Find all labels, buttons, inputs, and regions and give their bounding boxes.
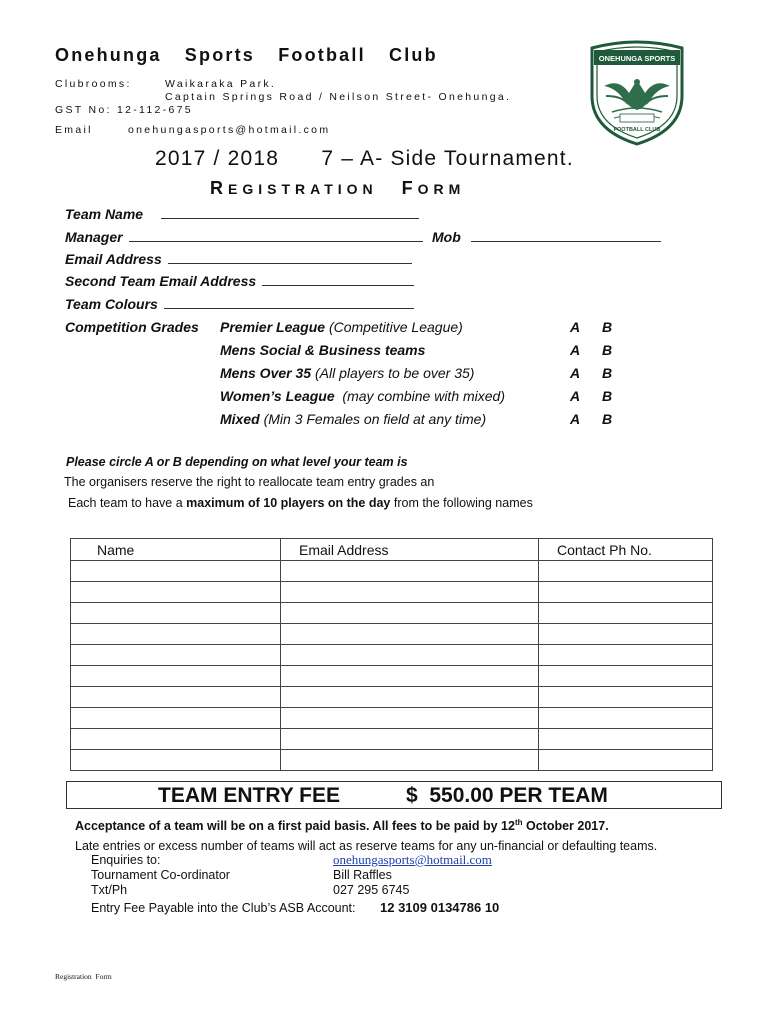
email-cell[interactable] [281,603,539,624]
manager-field[interactable] [65,229,423,245]
table-row [71,561,713,582]
club-crest-icon [584,38,690,146]
name-cell[interactable] [71,561,281,582]
team-colours-line[interactable] [164,296,414,309]
coordinator-label: Tournament Co-ordinator [91,868,230,882]
header-name: Name [71,539,281,561]
email-cell[interactable] [281,582,539,603]
email-line[interactable] [168,251,412,264]
late-entries-note: Late entries or excess number of teams will act as reserve teams for any un-financial or defaulting teams. [75,839,658,853]
account-label: Entry Fee Payable into the Club’s ASB Account: [91,901,356,915]
email-label: Email [55,124,93,136]
second-email-label: Second Team Email Address [65,273,257,289]
email-cell[interactable] [281,687,539,708]
name-cell[interactable] [71,645,281,666]
grade-mixed: Mixed (Min 3 Females on field at any time) [220,411,487,427]
team-name-line[interactable] [161,206,419,219]
table-row [71,624,713,645]
name-cell[interactable] [71,729,281,750]
team-colours-label: Team Colours [65,296,158,312]
logo-top-text: ONEHUNGA SPORTS [598,54,676,63]
email-field[interactable] [65,251,412,267]
phone-cell[interactable] [539,729,713,750]
subtitle-f: F [401,178,418,198]
clubrooms-line1: Waikaraka Park. [165,78,277,90]
header-email: Email Address [281,539,539,561]
email-cell[interactable] [281,624,539,645]
acceptance-note: Acceptance of a team will be on a first paid basis. All fees to be paid by 12th October 2017. [75,818,609,834]
mob-label: Mob [432,229,461,245]
grade-mens-over-35-b[interactable]: B [602,365,613,381]
club-logo [584,38,690,146]
email-cell[interactable] [281,750,539,771]
email-cell[interactable] [281,729,539,750]
name-cell[interactable] [71,603,281,624]
club-name: Onehunga Sports Football Club [55,45,438,65]
table-row [71,645,713,666]
manager-line[interactable] [129,229,423,242]
phone-cell[interactable] [539,561,713,582]
grade-premier-b[interactable]: B [602,319,613,335]
grade-mixed-a[interactable]: A [570,411,581,427]
phone-cell[interactable] [539,603,713,624]
phone-cell[interactable] [539,750,713,771]
team-name-field[interactable] [65,206,419,222]
name-cell[interactable] [71,708,281,729]
grade-mixed-b[interactable]: B [602,411,613,427]
table-row [71,666,713,687]
table-row [71,729,713,750]
name-cell[interactable] [71,666,281,687]
phone-cell[interactable] [539,687,713,708]
grade-mens-over-35-a[interactable]: A [570,365,581,381]
competition-grades-label: Competition Grades [65,319,199,335]
players-table [70,538,713,771]
clubrooms-line2: Captain Springs Road / Neilson Street- Onehunga. [165,91,512,103]
header-phone: Contact Ph No. [539,539,713,561]
table-row [71,582,713,603]
form-subtitle [210,178,465,199]
account-number: 12 3109 0134786 10 [380,900,500,915]
manager-label: Manager [65,229,123,245]
table-row [71,603,713,624]
reserve-note: The organisers reserve the right to reallocate team entry grades an [64,475,435,489]
entry-fee-label: TEAM ENTRY FEE [158,784,341,807]
circle-note: Please circle A or B depending on what level your team is [66,455,408,469]
email-field-label: Email Address [65,251,162,267]
mob-line[interactable] [471,229,661,242]
grade-womens-b[interactable]: B [602,388,613,404]
coordinator-value: Bill Raffles [333,868,392,882]
email-cell[interactable] [281,645,539,666]
team-name-label: Team Name [65,206,144,222]
second-email-field[interactable] [65,273,414,289]
grade-mens-over-35: Mens Over 35 (All players to be over 35) [220,365,475,381]
name-cell[interactable] [71,582,281,603]
name-cell[interactable] [71,624,281,645]
grade-womens: Women’s League (may combine with mixed) [220,388,506,404]
grade-mens-social-a[interactable]: A [570,342,581,358]
enquiries-label: Enquiries to: [91,853,161,867]
table-row [71,708,713,729]
enquiries-email-link[interactable]: onehungasports@hotmail.com [333,852,492,867]
tournament-title: 2017 / 2018 7 – A- Side Tournament. [155,147,574,170]
grade-mens-social-b[interactable]: B [602,342,613,358]
clubrooms-label: Clubrooms: [55,78,132,90]
subtitle-r: R [210,178,228,198]
table-header-row [71,539,713,561]
grade-womens-a[interactable]: A [570,388,581,404]
mob-field[interactable] [432,229,661,245]
grade-premier-a[interactable]: A [570,319,581,335]
team-colours-field[interactable] [65,296,414,312]
logo-bottom-text: FOOTBALL CLUB [613,127,661,133]
name-cell[interactable] [71,687,281,708]
phone-label: Txt/Ph [91,883,128,897]
phone-cell[interactable] [539,645,713,666]
phone-cell[interactable] [539,582,713,603]
phone-cell[interactable] [539,624,713,645]
phone-value: 027 295 6745 [333,883,410,897]
gst-number: GST No: 12-112-675 [55,104,193,116]
email-cell[interactable] [281,708,539,729]
table-row [71,750,713,771]
phone-cell[interactable] [539,708,713,729]
email-cell[interactable] [281,666,539,687]
email-value: onehungasports@hotmail.com [128,124,331,136]
second-email-line[interactable] [262,273,414,286]
entry-fee-amount: $ 550.00 PER TEAM [406,784,608,807]
grade-mens-social: Mens Social & Business teams [220,342,426,358]
phone-cell[interactable] [539,666,713,687]
email-cell[interactable] [281,561,539,582]
page-footer: Registration Form [55,972,112,981]
subtitle-rest2: ORM [417,181,466,197]
max-players-note: Each team to have a maximum of 10 players on the day from the following names [68,496,533,510]
table-row [71,687,713,708]
grade-premier: Premier League (Competitive League) [220,319,463,335]
name-cell[interactable] [71,750,281,771]
subtitle-rest1: EGISTRATION [228,181,378,197]
